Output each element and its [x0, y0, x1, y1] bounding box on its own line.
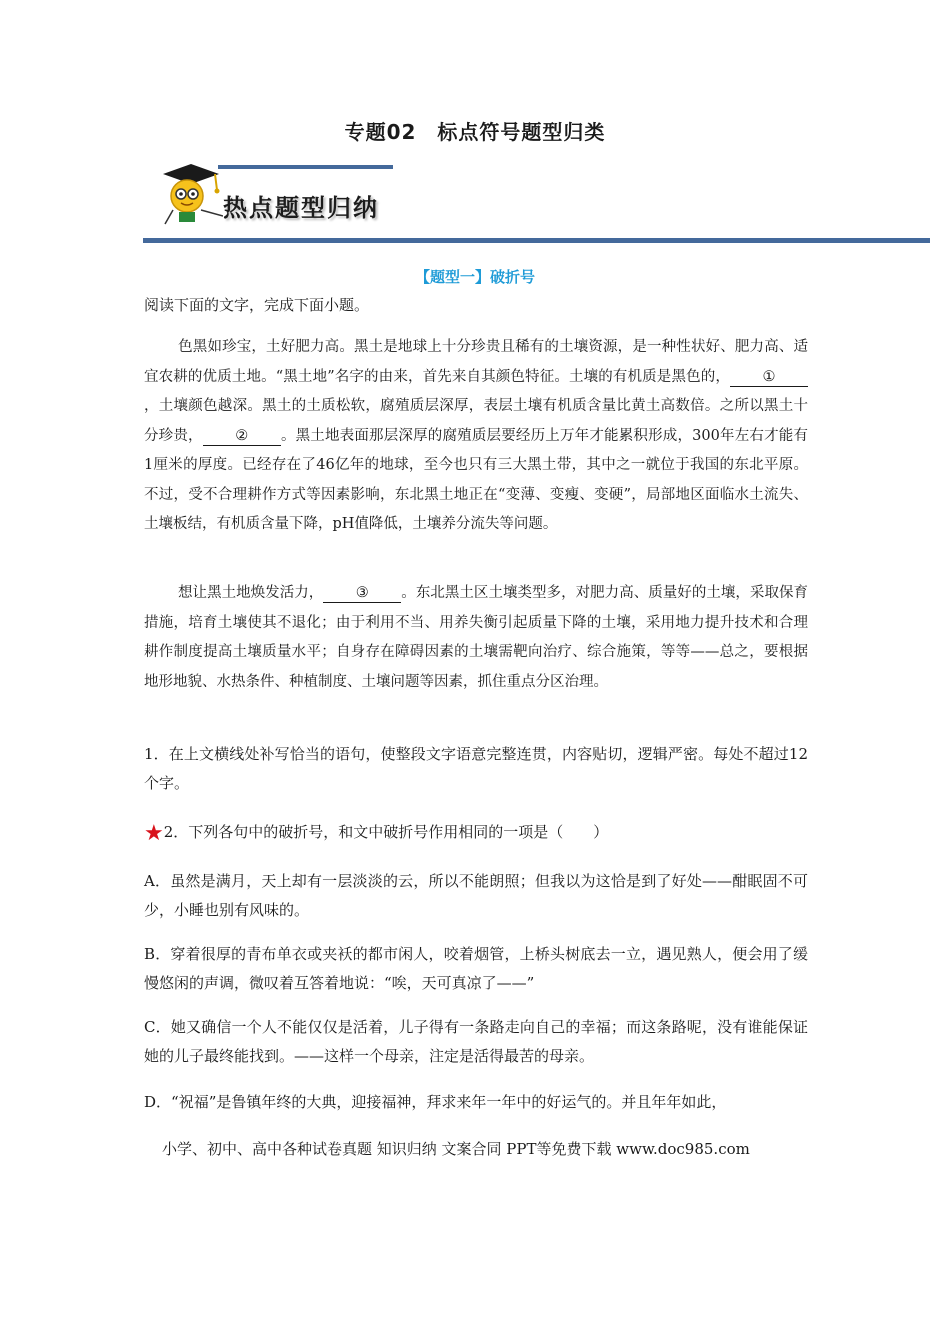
passage-paragraph-2	[144, 579, 808, 697]
question-2	[144, 818, 808, 847]
question-2-text: 2．下列各句中的破折号，和文中破折号作用相同的一项是（ ）	[163, 823, 609, 841]
blank-2[interactable]: ②	[203, 427, 281, 446]
option-d[interactable]: D．“祝福”是鲁镇年终的大典，迎接福神，拜求来年一年中的好运气的。并且年年如此，	[144, 1093, 727, 1111]
page-footer: 小学、初中、高中各种试卷真题 知识归纳 文案合同 PPT等免费下载 www.doc985.com	[162, 1140, 750, 1158]
blank-3[interactable]: ③	[323, 584, 401, 603]
passage-paragraph-1	[144, 333, 808, 540]
paragraph2-part2: 。东北黑土区土壤类型多，对肥力高、质量好的土壤，采取保育措施，培育土壤使其不退化；由于利用不当、用养失衡引起质量下降的土壤，采用地力提升技术和合理耕作制度提高土壤质量水平；自身存在障碍因素的土壤需靶向治疗、综合施策，等等——总之，要根据地形地貌、水热条件、种植制度、土壤问题等因素，抓住重点分区治理。	[144, 585, 808, 690]
document-title: 专题02 标点符号题型归类	[344, 120, 606, 144]
star-icon: ★	[144, 821, 164, 846]
banner-top-rule	[218, 165, 393, 169]
option-a[interactable]: A．虽然是满月，天上却有一层淡淡的云，所以不能朗照；但我以为这恰是到了好处——酣眠固不可少，小睡也别有风味的。	[144, 872, 808, 919]
banner-title: 热点题型归纳	[223, 193, 379, 222]
paragraph1-part1: 色黑如珍宝，土好肥力高。黑土是地球上十分珍贵且稀有的土壤资源，是一种性状好、肥力高、适宜农耕的优质土地。“黑土地”名字的由来，首先来自其颜色特征。土壤的有机质是黑色的，	[144, 339, 808, 385]
paragraph1-part2: ，土壤颜色越深。黑土的土质松软，腐殖质层深厚，表层土壤有机质含量比黄土高数倍。之所以黑土十分珍贵，	[144, 398, 808, 444]
paragraph2-part1: 想让黑土地焕发活力，	[178, 585, 324, 601]
section-heading: 【题型一】破折号	[414, 268, 535, 286]
section-banner	[143, 160, 930, 250]
option-c[interactable]: C．她又确信一个人不能仅仅是活着，儿子得有一条路走向自己的幸福；而这条路呢，没有谁能保证她的儿子最终能找到。——这样一个母亲，注定是活得最苦的母亲。	[144, 1018, 808, 1065]
intro-text: 阅读下面的文字，完成下面小题。	[144, 296, 370, 314]
paragraph1-part3: 。黑土地表面那层深厚的腐殖质层要经历上万年才能累积形成，300年左右才能有1厘米的厚度。已经存在了46亿年的地球，至今也只有三大黑土带，其中之一就位于我国的东北平原。不过，受不合理耕作方式等因素影响，东北黑土地正在“变薄、变瘦、变硬”，局部地区面临水土流失、土壤板结，有机质含量下降，pH值降低，土壤养分流失等问题。	[144, 427, 808, 532]
banner-bottom-rule	[143, 238, 930, 243]
question-1: 1．在上文横线处补写恰当的语句，使整段文字语意完整连贯，内容贴切，逻辑严密。每处不超过12个字。	[144, 745, 808, 792]
blank-1[interactable]: ①	[730, 368, 808, 387]
scholar-mascot-icon	[153, 160, 223, 230]
option-b[interactable]: B．穿着很厚的青布单衣或夹袄的都市闲人，咬着烟管，上桥头树底去一立，遇见熟人，便会用了缓慢悠闲的声调，微叹着互答着地说：“唉，天可真凉了——”	[144, 945, 808, 992]
